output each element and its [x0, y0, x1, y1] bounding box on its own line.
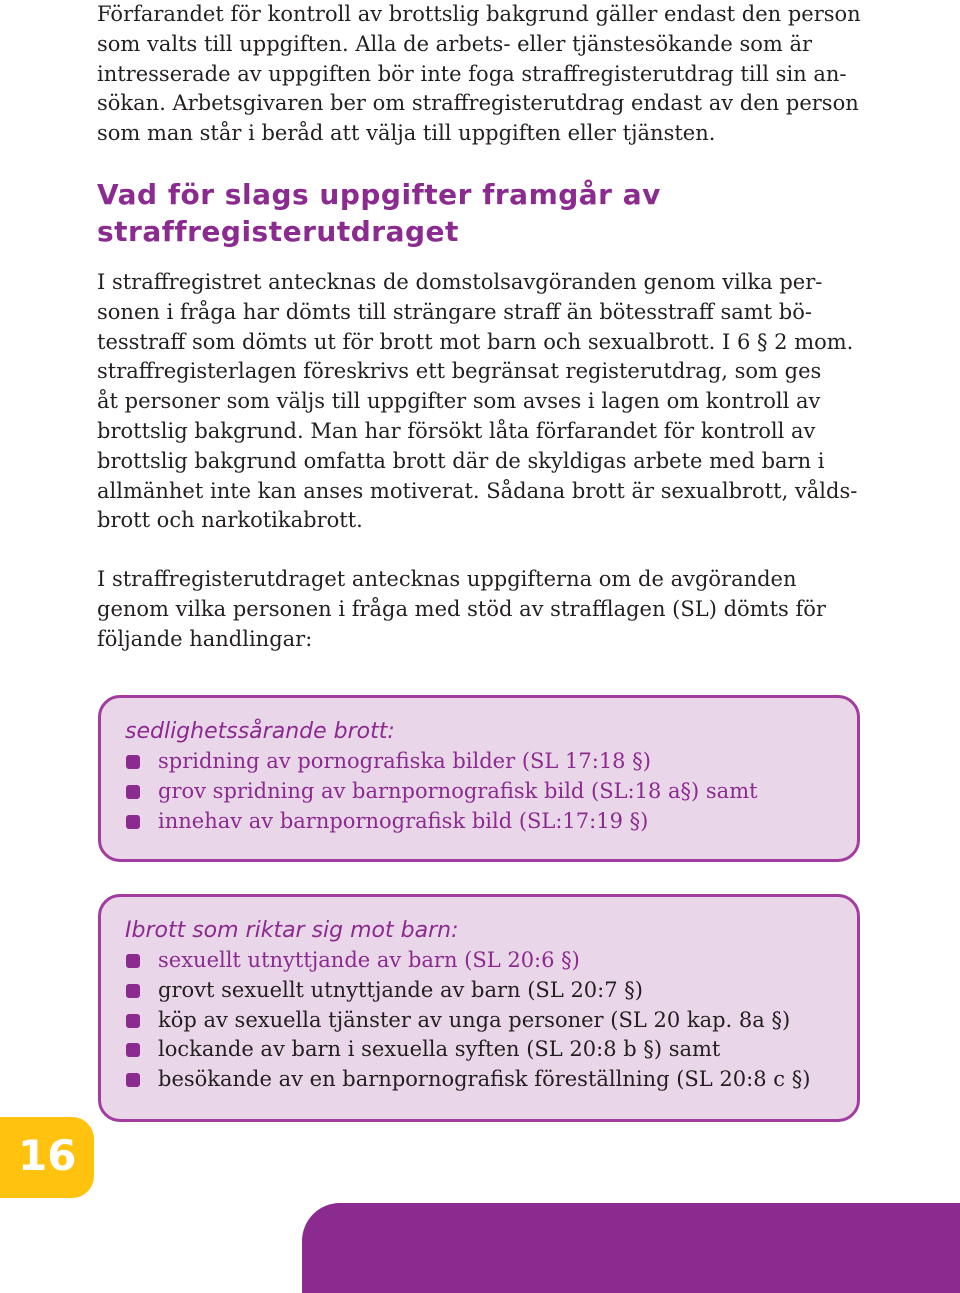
text-line: brottslig bakgrund. Man har försökt låta förfarandet för kontroll av [97, 418, 816, 443]
list-item [125, 946, 833, 976]
offense-box-against-children [98, 894, 860, 1122]
list-item [125, 807, 833, 837]
box-title: sedlighetssårande brott: [125, 719, 395, 744]
bullet-icon [126, 785, 140, 799]
page-number: 16 [18, 1131, 77, 1180]
heading-line: straffregisterutdraget [97, 215, 459, 248]
list-item-text: köp av sexuella tjänster av unga personer (SL 20 kap. 8a §) [158, 1007, 791, 1032]
bullet-icon [126, 1043, 140, 1057]
heading-line: Vad för slags uppgifter framgår av [97, 178, 661, 211]
text-line: I straffregistret antecknas de domstolsavgöranden genom vilka per- [97, 270, 823, 294]
text-line: brottslig bakgrund omfatta brott där de skyldigas arbete med barn i [97, 448, 825, 473]
offense-list [125, 747, 833, 836]
list-item [125, 1006, 833, 1036]
text-line: åt personer som väljs till uppgifter som avses i lagen om kontroll av [97, 389, 821, 414]
list-item-text: lockande av barn i sexuella syften (SL 20:8 b §) samt [158, 1037, 721, 1062]
offense-box-indecency [98, 695, 860, 862]
text-line: tesstraff som dömts ut för brott mot barn och sexualbrott. I 6 § 2 mom. [97, 329, 854, 354]
text-line: straffregisterlagen föreskrivs ett begränsat registerutdrag, som ges [97, 359, 822, 384]
list-item-text: besökande av en barnpornografisk föreställning (SL 20:8 c §) [158, 1067, 811, 1092]
text-line: som valts till uppgiften. Alla de arbets- eller tjänstesökande som är [97, 31, 813, 56]
bullet-icon [126, 1014, 140, 1028]
text-line: Förfarandet för kontroll av brottslig bakgrund gäller endast den person [97, 2, 861, 26]
bullet-icon [126, 1073, 140, 1087]
list-item [125, 1065, 833, 1095]
bullet-icon [126, 815, 140, 829]
list-item [125, 976, 833, 1006]
list-item-text: innehav av barnpornografisk bild (SL:17:19 §) [158, 808, 649, 833]
footer-bar [302, 1203, 960, 1293]
text-line: I straffregisterutdraget antecknas uppgifterna om de avgöranden [97, 567, 797, 591]
intro-paragraph [97, 0, 877, 149]
text-line: följande handlingar: [97, 626, 313, 651]
offense-list [125, 946, 833, 1095]
bullet-icon [126, 755, 140, 769]
text-line: brott och narkotikabrott. [97, 508, 363, 533]
list-item-text: grov spridning av barnpornografisk bild (SL:18 a§) samt [158, 778, 758, 803]
text-line: allmänhet inte kan anses motiverat. Sådana brott är sexualbrott, vålds- [97, 478, 858, 503]
text-line: som man står i beråd att välja till uppgiften eller tjänsten. [97, 121, 716, 146]
text-line: genom vilka personen i fråga med stöd av strafflagen (SL) dömts för [97, 596, 826, 621]
body-paragraph-1 [97, 268, 877, 536]
box-title: Ibrott som riktar sig mot barn: [125, 918, 459, 943]
bullet-icon [126, 954, 140, 968]
section-heading [97, 176, 661, 250]
list-item-text: sexuellt utnyttjande av barn (SL 20:6 §) [158, 948, 580, 972]
text-line: intresserade av uppgiften bör inte foga straffregisterutdrag till sin an- [97, 61, 847, 86]
list-item-text: grovt sexuellt utnyttjande av barn (SL 20:7 §) [158, 977, 643, 1002]
list-item-text: spridning av pornografiska bilder (SL 17:18 §) [158, 749, 651, 773]
list-item [125, 747, 833, 777]
list-item [125, 1035, 833, 1065]
text-line: sökan. Arbetsgivaren ber om straffregisterutdrag endast av den person [97, 91, 859, 116]
body-paragraph-2 [97, 565, 877, 654]
bullet-icon [126, 984, 140, 998]
list-item [125, 777, 833, 807]
text-line: sonen i fråga har dömts till strängare straff än bötesstraff samt bö- [97, 299, 812, 324]
